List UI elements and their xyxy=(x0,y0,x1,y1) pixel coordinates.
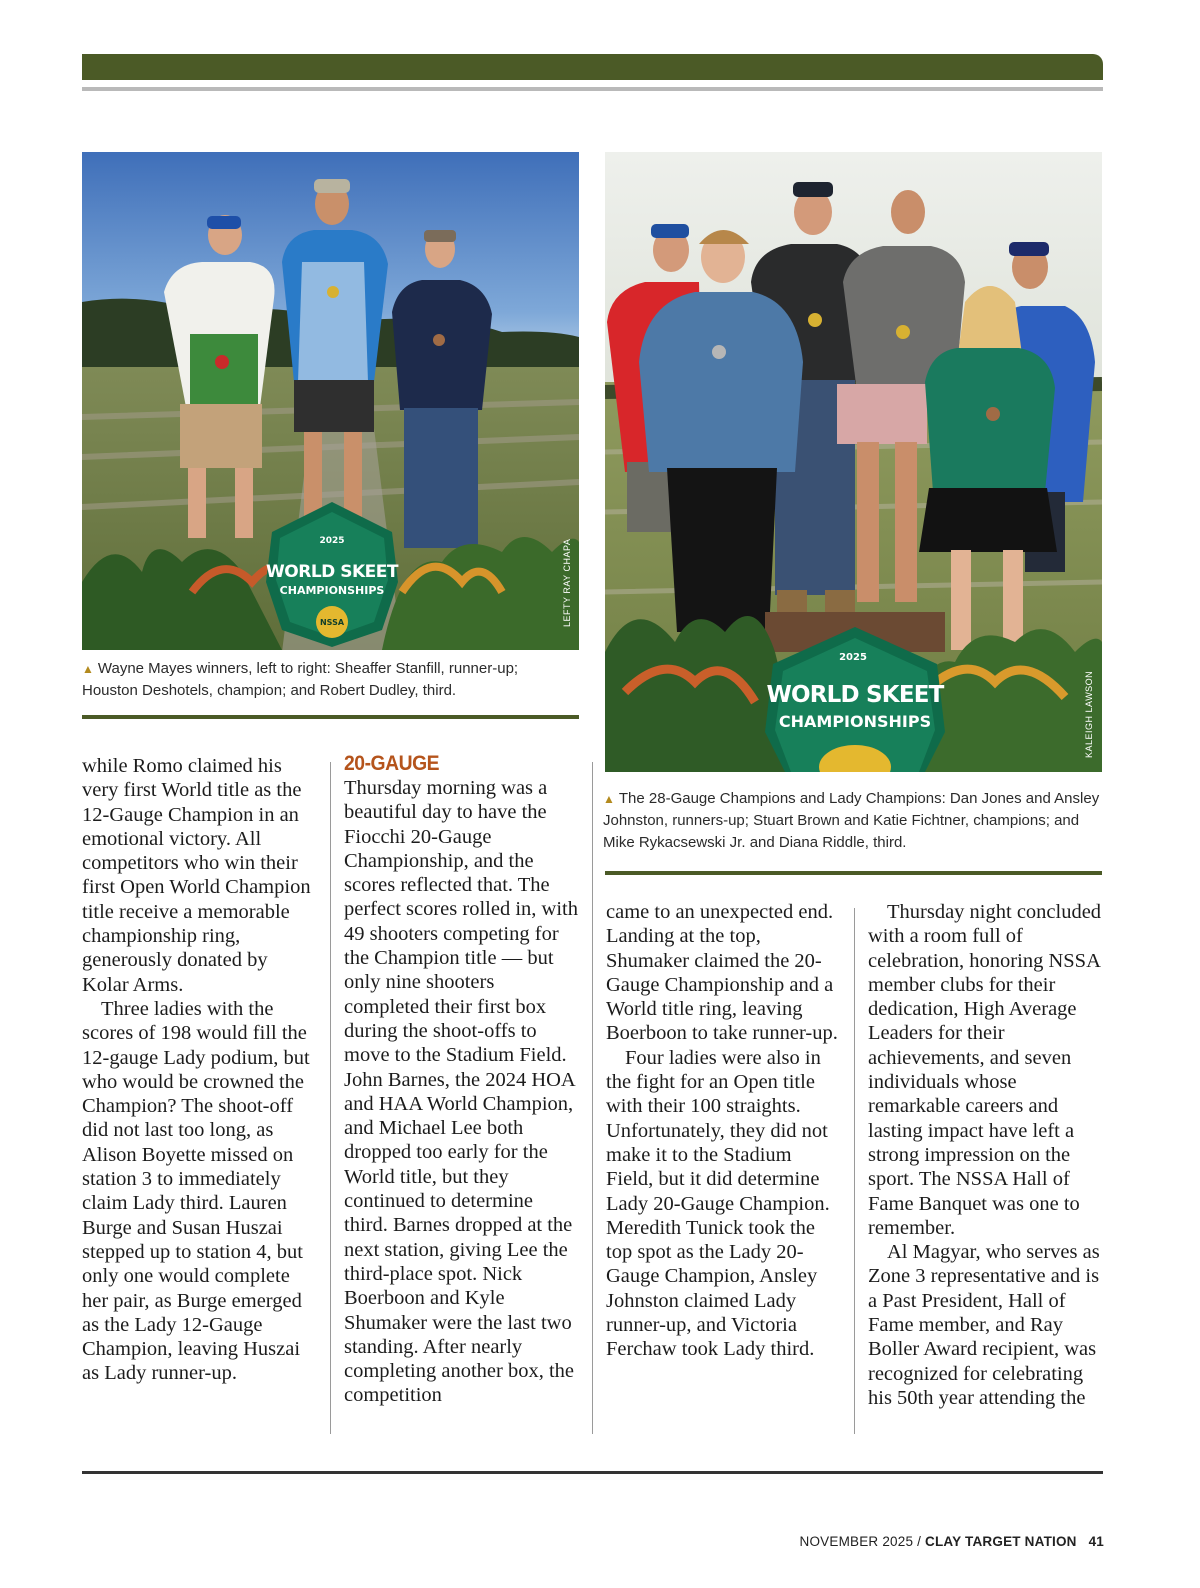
paragraph: Al Magyar, who serves as Zone 3 representative and is a Past President, Hall of Fame member, and Ray Boller Award recipient, was recognized for celebrating his 50th year attending the xyxy=(868,1241,1100,1409)
sign-title: WORLD SKEET xyxy=(266,562,398,582)
paragraph: Thursday night concluded with a room full of celebration, honoring NSSA member clubs for their dedication, High Average Leaders for their achievements, and seven individuals whose remarkable careers and lasting impact have left a strong impression on the sport. The NSSA Hall of Fame Banquet was one to remember. xyxy=(868,901,1102,1239)
article-column-4 xyxy=(868,900,1102,1410)
issue-date: NOVEMBER 2025 / xyxy=(799,1534,922,1549)
photo-credit: KALEIGH LAWSON xyxy=(1084,670,1094,758)
sign-org: NSSA xyxy=(319,618,345,627)
sign-title: WORLD SKEET xyxy=(766,682,944,708)
magazine-name: CLAY TARGET NATION xyxy=(925,1534,1077,1549)
photo-28-gauge-champions xyxy=(605,152,1102,772)
page-footer xyxy=(800,1534,1104,1549)
column-divider xyxy=(854,908,855,1434)
footer-rule xyxy=(82,1471,1103,1474)
paragraph: Three ladies with the scores of 198 would fill the 12-gauge Lady podium, but who would be crowned the Champion? The shoot-off did not last too long, as Alison Boyette missed on station 3 to immediately claim Lady third. Lauren Burge and Susan Huszai stepped up to station 4, but only one would complete her pair, as Burge emerged as the Lady 12-Gauge Champion, leaving Huszai as Lady runner-up. xyxy=(82,997,310,1385)
column-divider xyxy=(330,762,331,1434)
triangle-icon: ▲ xyxy=(82,662,94,676)
photo-credit: LEFTY RAY CHAPA xyxy=(562,538,572,627)
paragraph: while Romo claimed his very first World title as the 12-Gauge Champion in an emotional victory. All competitors who win their first Open World Champion title receive a memorable championship ring, generously donated by Kolar Arms. xyxy=(82,755,311,996)
article-column-2 xyxy=(344,752,578,1408)
section-heading: 20-GAUGE xyxy=(344,752,440,775)
caption-rule xyxy=(605,871,1102,875)
photo-caption: ▲ The 28-Gauge Champions and Lady Champions: Dan Jones and Ansley Johnston, runners-up; Stuart Brown and Katie Fichtner, champions; and Mike Rykacsewski Jr. and Diana Riddle, third. xyxy=(603,790,1100,851)
photo-wayne-mayes-winners xyxy=(82,152,579,650)
page-number: 41 xyxy=(1088,1534,1104,1549)
column-divider xyxy=(592,762,593,1434)
paragraph: Four ladies were also in the fight for an Open title with their 100 straights. Unfortunately, they did not make it to the Stadium Field, but it did determine Lady 20-Gauge Champion. Meredith Tunick took the top spot as the Lady 20-Gauge Champion, Ansley Johnston claimed Lady runner-up, and Victoria Ferchaw took Lady third. xyxy=(606,1046,830,1361)
article-column-3 xyxy=(606,900,842,1362)
sign-subtitle: CHAMPIONSHIPS xyxy=(778,712,932,731)
article-column-1 xyxy=(82,754,316,1386)
sign-year: 2025 xyxy=(839,652,867,663)
photo-caption: ▲ Wayne Mayes winners, left to right: Sheaffer Stanfill, runner-up; Houston Deshotels, champion; and Robert Dudley, third. xyxy=(82,660,519,699)
paragraph: came to an unexpected end. Landing at the top, Shumaker claimed the 20-Gauge Championship and a World title ring, leaving Boerboon to take runner-up. xyxy=(606,901,838,1045)
header-bar xyxy=(82,54,1103,80)
triangle-icon: ▲ xyxy=(603,792,615,806)
header-rule xyxy=(82,87,1103,91)
paragraph: Thursday morning was a beautiful day to have the Fiocchi 20-Gauge Championship, and the scores reflected that. The perfect scores rolled in, with 49 shooters competing for the Champion title — but only nine shooters completed their first box during the shoot-offs to move to the Stadium Field. John Barnes, the 2024 HOA and HAA World Champion, and Michael Lee both dropped too early for the World title, but they continued to determine third. Barnes dropped at the next station, giving Lee the third-place spot. Nick Boerboon and Kyle Shumaker were the last two standing. After nearly completing another box, the competition xyxy=(344,777,578,1407)
sign-subtitle: CHAMPIONSHIPS xyxy=(279,584,385,597)
caption-rule xyxy=(82,715,579,719)
sign-year: 2025 xyxy=(319,536,345,546)
